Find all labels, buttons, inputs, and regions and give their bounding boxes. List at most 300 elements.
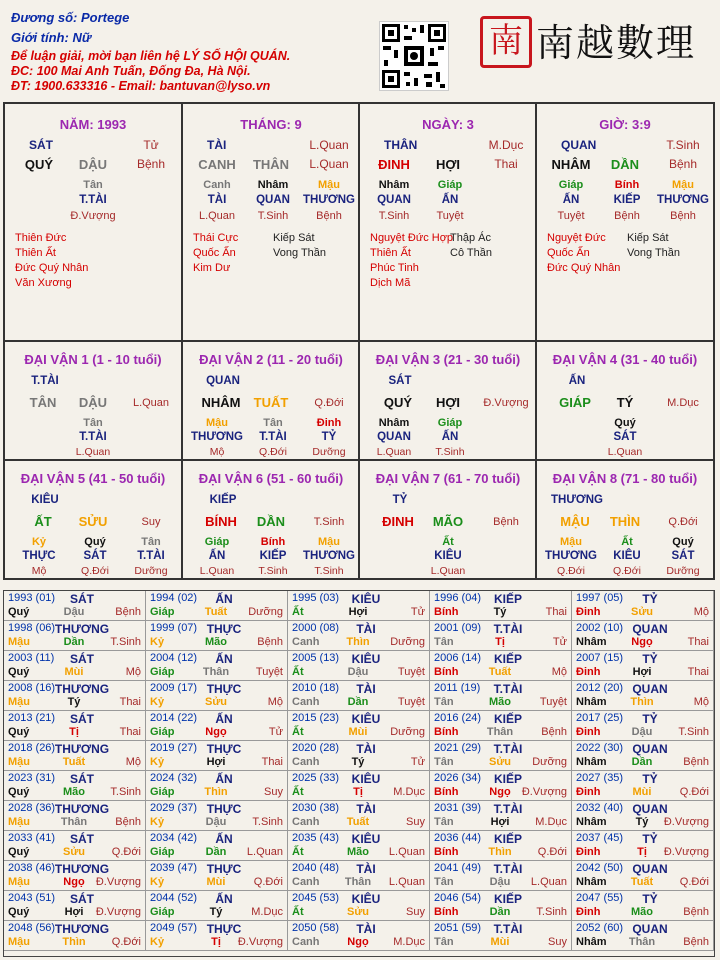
year-status: Q.Đới bbox=[111, 936, 141, 948]
dai-van-chi: DẦN bbox=[256, 514, 286, 529]
year-can: Quý bbox=[8, 846, 30, 858]
star-bad: Vong Thần bbox=[627, 247, 681, 259]
year-label: 2035 (43) bbox=[292, 832, 340, 844]
year-can: Nhâm bbox=[576, 696, 607, 708]
year-chi: Dậu bbox=[63, 606, 85, 618]
year-status: Suy bbox=[406, 816, 425, 828]
year-label: 2009 (17) bbox=[150, 682, 198, 694]
year-god: ẤN bbox=[215, 592, 233, 606]
dai-van-hidden-status: Dưỡng bbox=[134, 565, 168, 577]
year-label: 1994 (02) bbox=[150, 592, 198, 604]
year-chi: Tuất bbox=[488, 666, 512, 678]
star-good: Dịch Mã bbox=[370, 277, 411, 289]
dai-van-status: Q.Đới bbox=[668, 516, 698, 528]
year-can: Nhâm bbox=[576, 756, 607, 768]
pillar-1 bbox=[5, 104, 181, 340]
year-chi: Tý bbox=[351, 756, 365, 768]
year-status: Tuyệt bbox=[397, 696, 425, 708]
year-god: THỰC bbox=[206, 922, 242, 936]
dai-van-hidden-stem: Tân bbox=[263, 417, 283, 429]
year-cell[interactable] bbox=[4, 591, 146, 621]
star-good: Thiên Đức bbox=[15, 232, 67, 244]
year-status: T.Sinh bbox=[110, 636, 141, 648]
year-cell[interactable] bbox=[430, 771, 572, 801]
year-label: 2045 (53) bbox=[292, 892, 340, 904]
year-cell[interactable] bbox=[430, 891, 572, 921]
year-chi: Ngọ bbox=[205, 726, 227, 738]
year-god: SÁT bbox=[70, 592, 94, 606]
pillar-4 bbox=[537, 104, 713, 340]
pillar-title: NĂM: 1993 bbox=[59, 117, 127, 132]
hidden-status: Bệnh bbox=[614, 210, 640, 222]
dai-van-can: ĐINH bbox=[382, 514, 414, 529]
year-chi: Dần bbox=[347, 696, 369, 708]
dai-van-hidden-god: KIÊU bbox=[434, 550, 462, 562]
year-can: Giáp bbox=[150, 786, 175, 798]
year-god: ẤN bbox=[215, 892, 233, 906]
dai-van-hidden-stem: Tân bbox=[141, 536, 161, 548]
year-cell[interactable] bbox=[288, 651, 430, 681]
year-cell[interactable] bbox=[572, 921, 714, 951]
year-cell[interactable] bbox=[4, 711, 146, 741]
year-cell[interactable] bbox=[430, 861, 572, 891]
year-status: T.Sinh bbox=[252, 816, 283, 828]
year-can: Quý bbox=[8, 606, 30, 618]
dai-van-can: TÂN bbox=[29, 395, 57, 410]
year-chi: Thân bbox=[60, 816, 88, 828]
year-label: 2032 (40) bbox=[576, 802, 624, 814]
year-label: 2005 (13) bbox=[292, 652, 340, 664]
year-cell[interactable] bbox=[572, 711, 714, 741]
year-chi: Tị bbox=[211, 936, 221, 948]
year-god: KIẾP bbox=[493, 652, 523, 666]
year-can: Ất bbox=[292, 906, 304, 918]
year-cell[interactable] bbox=[572, 681, 714, 711]
year-cell[interactable] bbox=[146, 891, 288, 921]
dai-van-chi: TUẤT bbox=[253, 395, 289, 410]
year-god: THỰC bbox=[206, 802, 242, 816]
year-label: 2028 (36) bbox=[8, 802, 56, 814]
dai-van-chi: DẬU bbox=[78, 395, 108, 410]
year-status: Q.Đới bbox=[253, 876, 283, 888]
hidden-god: T.TÀI bbox=[79, 194, 107, 206]
dai-van-6 bbox=[183, 461, 359, 578]
year-chi: Ngọ bbox=[347, 936, 369, 948]
year-cell[interactable] bbox=[146, 621, 288, 651]
year-can: Kỷ bbox=[150, 756, 165, 768]
year-chi: Tý bbox=[635, 816, 649, 828]
year-status: Đ.Vượng bbox=[237, 936, 283, 948]
hidden-god: ẤN bbox=[441, 194, 459, 206]
year-cell[interactable] bbox=[572, 771, 714, 801]
dai-van-hidden-god: TỶ bbox=[321, 431, 337, 443]
year-can: Đinh bbox=[576, 666, 601, 678]
owner-gender: Giới tính: Nữ bbox=[11, 30, 92, 45]
year-status: Suy bbox=[548, 936, 567, 948]
dai-van-god: THƯƠNG bbox=[551, 494, 603, 506]
year-cell[interactable] bbox=[4, 891, 146, 921]
year-label: 2008 (16) bbox=[8, 682, 56, 694]
owner-name: Đương số: Portege bbox=[11, 10, 130, 25]
year-label: 2006 (14) bbox=[434, 652, 482, 664]
dai-van-god: T.TÀI bbox=[31, 375, 59, 387]
year-cell[interactable] bbox=[288, 921, 430, 951]
dai-van-hidden-god: ẤN bbox=[441, 431, 459, 443]
dai-van-hidden-stem: Mậu bbox=[318, 536, 340, 548]
year-cell[interactable] bbox=[288, 621, 430, 651]
year-cell[interactable] bbox=[4, 621, 146, 651]
year-status: L.Quan bbox=[388, 846, 425, 858]
qr-code-icon[interactable] bbox=[379, 21, 449, 91]
year-status: M.Dục bbox=[393, 936, 425, 948]
year-can: Quý bbox=[8, 666, 30, 678]
year-status: Bệnh bbox=[115, 606, 141, 618]
year-chi: Thìn bbox=[204, 786, 228, 798]
pillar-can: NHÂM bbox=[551, 157, 591, 172]
year-chi: Mùi bbox=[206, 876, 226, 888]
year-chi: Thìn bbox=[62, 936, 86, 948]
year-label: 2041 (49) bbox=[434, 862, 482, 874]
dai-van-hidden-status: T.Sinh bbox=[435, 446, 465, 458]
year-can: Ất bbox=[292, 606, 304, 618]
dai-van-title: ĐẠI VẬN 4 (31 - 40 tuổi) bbox=[552, 352, 698, 367]
dai-van-hidden-status: T.Sinh bbox=[314, 565, 344, 577]
year-cell[interactable] bbox=[430, 921, 572, 951]
year-label: 1995 (03) bbox=[292, 592, 340, 604]
year-cell[interactable] bbox=[430, 621, 572, 651]
year-status: Thai bbox=[545, 606, 567, 618]
year-god: THỰC bbox=[206, 622, 242, 636]
year-cell[interactable] bbox=[288, 591, 430, 621]
pillar-status-can: Tử bbox=[143, 138, 159, 152]
dai-van-god: TỶ bbox=[392, 494, 408, 506]
year-cell[interactable] bbox=[146, 681, 288, 711]
year-label: 2024 (32) bbox=[150, 772, 198, 784]
year-label: 2047 (55) bbox=[576, 892, 624, 904]
dai-van-hidden-god: T.TÀI bbox=[137, 550, 165, 562]
year-chi: Mùi bbox=[632, 786, 652, 798]
year-god: ẤN bbox=[215, 832, 233, 846]
dai-van-hidden-status: Q.Đới bbox=[259, 446, 287, 458]
year-status: Thai bbox=[687, 666, 709, 678]
year-cell[interactable] bbox=[4, 771, 146, 801]
dai-van-hidden-stem: Nhâm bbox=[378, 417, 410, 429]
star-bad: Kiếp Sát bbox=[273, 232, 315, 244]
dai-van-5 bbox=[5, 461, 181, 578]
year-status: Tử bbox=[552, 636, 567, 648]
year-cell[interactable] bbox=[430, 681, 572, 711]
year-chi: Hợi bbox=[206, 756, 226, 768]
year-cell[interactable] bbox=[146, 861, 288, 891]
year-cell[interactable] bbox=[288, 831, 430, 861]
year-label: 2011 (19) bbox=[434, 682, 481, 694]
header bbox=[0, 0, 720, 100]
year-cell[interactable] bbox=[572, 651, 714, 681]
year-cell[interactable] bbox=[572, 741, 714, 771]
dai-van-can: NHÂM bbox=[201, 395, 241, 410]
dai-van-hidden-god: T.TÀI bbox=[79, 431, 107, 443]
year-can: Quý bbox=[8, 786, 30, 798]
year-chi: Ngọ bbox=[631, 636, 653, 648]
year-cell[interactable] bbox=[572, 591, 714, 621]
dai-van-hidden-stem: Đinh bbox=[316, 417, 342, 429]
year-cell[interactable] bbox=[430, 741, 572, 771]
hidden-god: THƯƠNG bbox=[303, 194, 355, 206]
year-label: 2048 (56) bbox=[8, 922, 56, 934]
dai-van-hidden-stem: Giáp bbox=[437, 417, 463, 429]
year-status: Bệnh bbox=[683, 936, 709, 948]
star-bad: Kiếp Sát bbox=[627, 232, 669, 244]
year-god: THỰC bbox=[206, 862, 242, 876]
year-chi: Tị bbox=[495, 636, 505, 648]
year-can: Canh bbox=[292, 636, 320, 648]
dai-van-status: L.Quan bbox=[132, 397, 170, 409]
year-can: Kỷ bbox=[150, 876, 165, 888]
hidden-status: Bệnh bbox=[316, 210, 342, 222]
year-chi: Thìn bbox=[346, 636, 370, 648]
dai-van-chi: HỢI bbox=[435, 395, 461, 410]
star-good: Nguyệt Đức Hợp bbox=[370, 232, 454, 244]
dai-van-hidden-status: L.Quan bbox=[199, 565, 235, 577]
year-god: THỰC bbox=[206, 742, 242, 756]
dai-van-god: KIÊU bbox=[31, 494, 59, 506]
dai-van-hidden-god: SÁT bbox=[613, 431, 637, 443]
hidden-god: KIẾP bbox=[613, 194, 641, 206]
contact-phone-email: ĐT: 1900.633316 - Email: bantuvan@lyso.vn bbox=[11, 79, 271, 93]
year-label: 2050 (58) bbox=[292, 922, 340, 934]
hidden-stem: Nhâm bbox=[257, 179, 289, 191]
dai-van-title: ĐẠI VẬN 6 (51 - 60 tuổi) bbox=[198, 471, 344, 486]
year-chi: Mùi bbox=[490, 936, 510, 948]
year-cell[interactable] bbox=[146, 921, 288, 951]
year-label: 2018 (26) bbox=[8, 742, 56, 754]
year-god: KIÊU bbox=[351, 892, 381, 906]
year-status: Tuyệt bbox=[397, 666, 425, 678]
year-cell[interactable] bbox=[430, 591, 572, 621]
dai-van-hidden-god: THƯƠNG bbox=[191, 431, 243, 443]
year-cell[interactable] bbox=[146, 711, 288, 741]
year-god: QUAN bbox=[632, 682, 668, 696]
year-chi: Dần bbox=[205, 846, 227, 858]
star-good: Quốc Ấn bbox=[193, 247, 236, 259]
year-status: Mộ bbox=[693, 606, 709, 618]
hidden-god: TÀI bbox=[207, 194, 227, 206]
year-cell[interactable] bbox=[288, 741, 430, 771]
hidden-god: QUAN bbox=[256, 194, 290, 206]
year-god: QUAN bbox=[632, 742, 668, 756]
year-cell[interactable] bbox=[288, 861, 430, 891]
dai-van-hidden-god: KIẾP bbox=[259, 550, 287, 562]
year-status: Dưỡng bbox=[390, 726, 425, 738]
dai-van-1 bbox=[5, 342, 181, 459]
dai-van-hidden-stem: Mậu bbox=[206, 417, 228, 429]
year-chi: Tý bbox=[67, 696, 81, 708]
pillar-chi: DẬU bbox=[78, 157, 108, 172]
year-label: 2021 (29) bbox=[434, 742, 482, 754]
year-status: Tử bbox=[410, 606, 425, 618]
year-chi: Sửu bbox=[488, 756, 512, 768]
star-good: Quốc Ấn bbox=[547, 247, 590, 259]
year-cell[interactable] bbox=[4, 921, 146, 951]
year-chi: Hợi bbox=[64, 906, 84, 918]
year-label: 2010 (18) bbox=[292, 682, 340, 694]
year-chi: Mão bbox=[489, 696, 511, 708]
dai-van-hidden-status: Dưỡng bbox=[666, 565, 700, 577]
year-chi: Dậu bbox=[205, 816, 227, 828]
year-god: THƯƠNG bbox=[54, 682, 110, 696]
year-god: TÀI bbox=[356, 682, 376, 696]
year-status: Dưỡng bbox=[248, 606, 283, 618]
year-god: SÁT bbox=[70, 712, 94, 726]
hidden-status: Tuyệt bbox=[557, 210, 585, 222]
year-god: TÀI bbox=[356, 802, 376, 816]
year-label: 2004 (12) bbox=[150, 652, 198, 664]
year-can: Kỷ bbox=[150, 636, 165, 648]
year-label: 2025 (33) bbox=[292, 772, 340, 784]
dai-van-hidden-god: KIÊU bbox=[613, 550, 641, 562]
year-chi: Tị bbox=[69, 726, 79, 738]
year-cell[interactable] bbox=[4, 831, 146, 861]
dai-van-8 bbox=[537, 461, 713, 578]
year-cell[interactable] bbox=[146, 651, 288, 681]
dai-van-2 bbox=[183, 342, 359, 459]
year-status: Dưỡng bbox=[390, 636, 425, 648]
year-god: SÁT bbox=[70, 832, 94, 846]
year-label: 2049 (57) bbox=[150, 922, 198, 934]
year-chi: Dần bbox=[489, 906, 511, 918]
pillar-can: ĐINH bbox=[378, 157, 410, 172]
year-label: 1993 (01) bbox=[8, 592, 56, 604]
dai-van-title: ĐẠI VẬN 7 (61 - 70 tuổi) bbox=[375, 471, 521, 486]
year-god: T.TÀI bbox=[493, 682, 523, 696]
star-good: Văn Xương bbox=[15, 277, 72, 289]
year-cell[interactable] bbox=[288, 681, 430, 711]
year-status: Đ.Vượng bbox=[663, 846, 709, 858]
year-cell[interactable] bbox=[146, 831, 288, 861]
year-god: TỶ bbox=[642, 592, 658, 606]
year-status: Suy bbox=[406, 906, 425, 918]
year-status: Tuyệt bbox=[539, 696, 567, 708]
year-status: Thai bbox=[687, 636, 709, 648]
year-cell[interactable] bbox=[4, 651, 146, 681]
year-can: Bính bbox=[434, 726, 459, 738]
year-cell[interactable] bbox=[430, 711, 572, 741]
year-can: Tân bbox=[434, 636, 454, 648]
dai-van-hidden-god: ẤN bbox=[208, 550, 226, 562]
year-chi: Hợi bbox=[348, 606, 368, 618]
year-cell[interactable] bbox=[146, 591, 288, 621]
year-cell[interactable] bbox=[572, 801, 714, 831]
year-cell[interactable] bbox=[146, 771, 288, 801]
dai-van-hidden-stem: Ất bbox=[621, 536, 633, 548]
contact-address: ĐC: 100 Mai Anh Tuấn, Đống Đa, Hà Nội. bbox=[11, 64, 251, 78]
dai-van-title: ĐẠI VẬN 3 (21 - 30 tuổi) bbox=[375, 352, 521, 367]
year-label: 2014 (22) bbox=[150, 712, 198, 724]
year-cell[interactable] bbox=[4, 681, 146, 711]
year-can: Kỷ bbox=[150, 696, 165, 708]
year-god: TÀI bbox=[356, 622, 376, 636]
year-cell[interactable] bbox=[4, 801, 146, 831]
year-god: THƯƠNG bbox=[54, 862, 110, 876]
year-status: Mộ bbox=[693, 696, 709, 708]
dai-van-hidden-god: THƯƠNG bbox=[303, 550, 355, 562]
year-label: 2031 (39) bbox=[434, 802, 482, 814]
pillar-can: QUÝ bbox=[24, 157, 54, 172]
year-status: Thai bbox=[119, 696, 141, 708]
year-can: Canh bbox=[292, 876, 320, 888]
dai-van-can: BÍNH bbox=[205, 514, 237, 529]
year-god: T.TÀI bbox=[493, 742, 523, 756]
year-label: 2015 (23) bbox=[292, 712, 340, 724]
star-good: Đức Quý Nhân bbox=[15, 262, 89, 274]
year-status: L.Quan bbox=[246, 846, 283, 858]
year-chi: Tý bbox=[493, 606, 507, 618]
year-can: Mậu bbox=[8, 756, 30, 768]
year-label: 2017 (25) bbox=[576, 712, 624, 724]
year-cell[interactable] bbox=[430, 651, 572, 681]
dai-van-hidden-stem: Tân bbox=[83, 417, 103, 429]
year-cell[interactable] bbox=[4, 861, 146, 891]
pillar-god-can: SÁT bbox=[29, 138, 53, 152]
year-god: KIÊU bbox=[351, 592, 381, 606]
hidden-status: Bệnh bbox=[670, 210, 696, 222]
year-can: Bính bbox=[434, 666, 459, 678]
year-can: Giáp bbox=[150, 726, 175, 738]
year-god: THƯƠNG bbox=[54, 802, 110, 816]
year-can: Mậu bbox=[8, 816, 30, 828]
year-cell[interactable] bbox=[572, 831, 714, 861]
year-cell[interactable] bbox=[288, 891, 430, 921]
year-cell[interactable] bbox=[572, 891, 714, 921]
year-chi: Mùi bbox=[348, 726, 368, 738]
dai-van-hidden-status: L.Quan bbox=[430, 565, 466, 577]
dai-van-hidden-status: L.Quan bbox=[607, 446, 643, 458]
year-can: Mậu bbox=[8, 876, 30, 888]
year-label: 2033 (41) bbox=[8, 832, 56, 844]
year-cell[interactable] bbox=[146, 741, 288, 771]
year-chi: Hợi bbox=[490, 816, 510, 828]
hidden-stem: Mậu bbox=[672, 179, 694, 191]
year-cell[interactable] bbox=[572, 861, 714, 891]
year-label: 2027 (35) bbox=[576, 772, 624, 784]
year-chi: Tị bbox=[637, 846, 647, 858]
year-can: Canh bbox=[292, 756, 320, 768]
pillar-god-can: TÀI bbox=[207, 138, 227, 152]
year-label: 2029 (37) bbox=[150, 802, 198, 814]
year-can: Bính bbox=[434, 846, 459, 858]
dai-van-hidden-stem: Ất bbox=[442, 536, 454, 548]
year-status: Q.Đới bbox=[537, 846, 567, 858]
year-cell[interactable] bbox=[288, 771, 430, 801]
hidden-stem: Tân bbox=[83, 179, 103, 191]
year-cell[interactable] bbox=[288, 801, 430, 831]
year-chi: Tị bbox=[353, 786, 363, 798]
year-status: M.Dục bbox=[535, 816, 567, 828]
year-cell[interactable] bbox=[4, 741, 146, 771]
year-can: Canh bbox=[292, 936, 320, 948]
year-cell[interactable] bbox=[430, 801, 572, 831]
year-cell[interactable] bbox=[572, 621, 714, 651]
pillar-status-chi: L.Quan bbox=[309, 157, 349, 171]
year-cell[interactable] bbox=[146, 801, 288, 831]
year-cell[interactable] bbox=[430, 831, 572, 861]
year-god: KIẾP bbox=[493, 772, 523, 786]
year-can: Bính bbox=[434, 606, 459, 618]
year-label: 2012 (20) bbox=[576, 682, 624, 694]
year-cell[interactable] bbox=[288, 711, 430, 741]
dai-van-status: Đ.Vượng bbox=[483, 397, 529, 409]
pillar-2 bbox=[183, 104, 359, 340]
